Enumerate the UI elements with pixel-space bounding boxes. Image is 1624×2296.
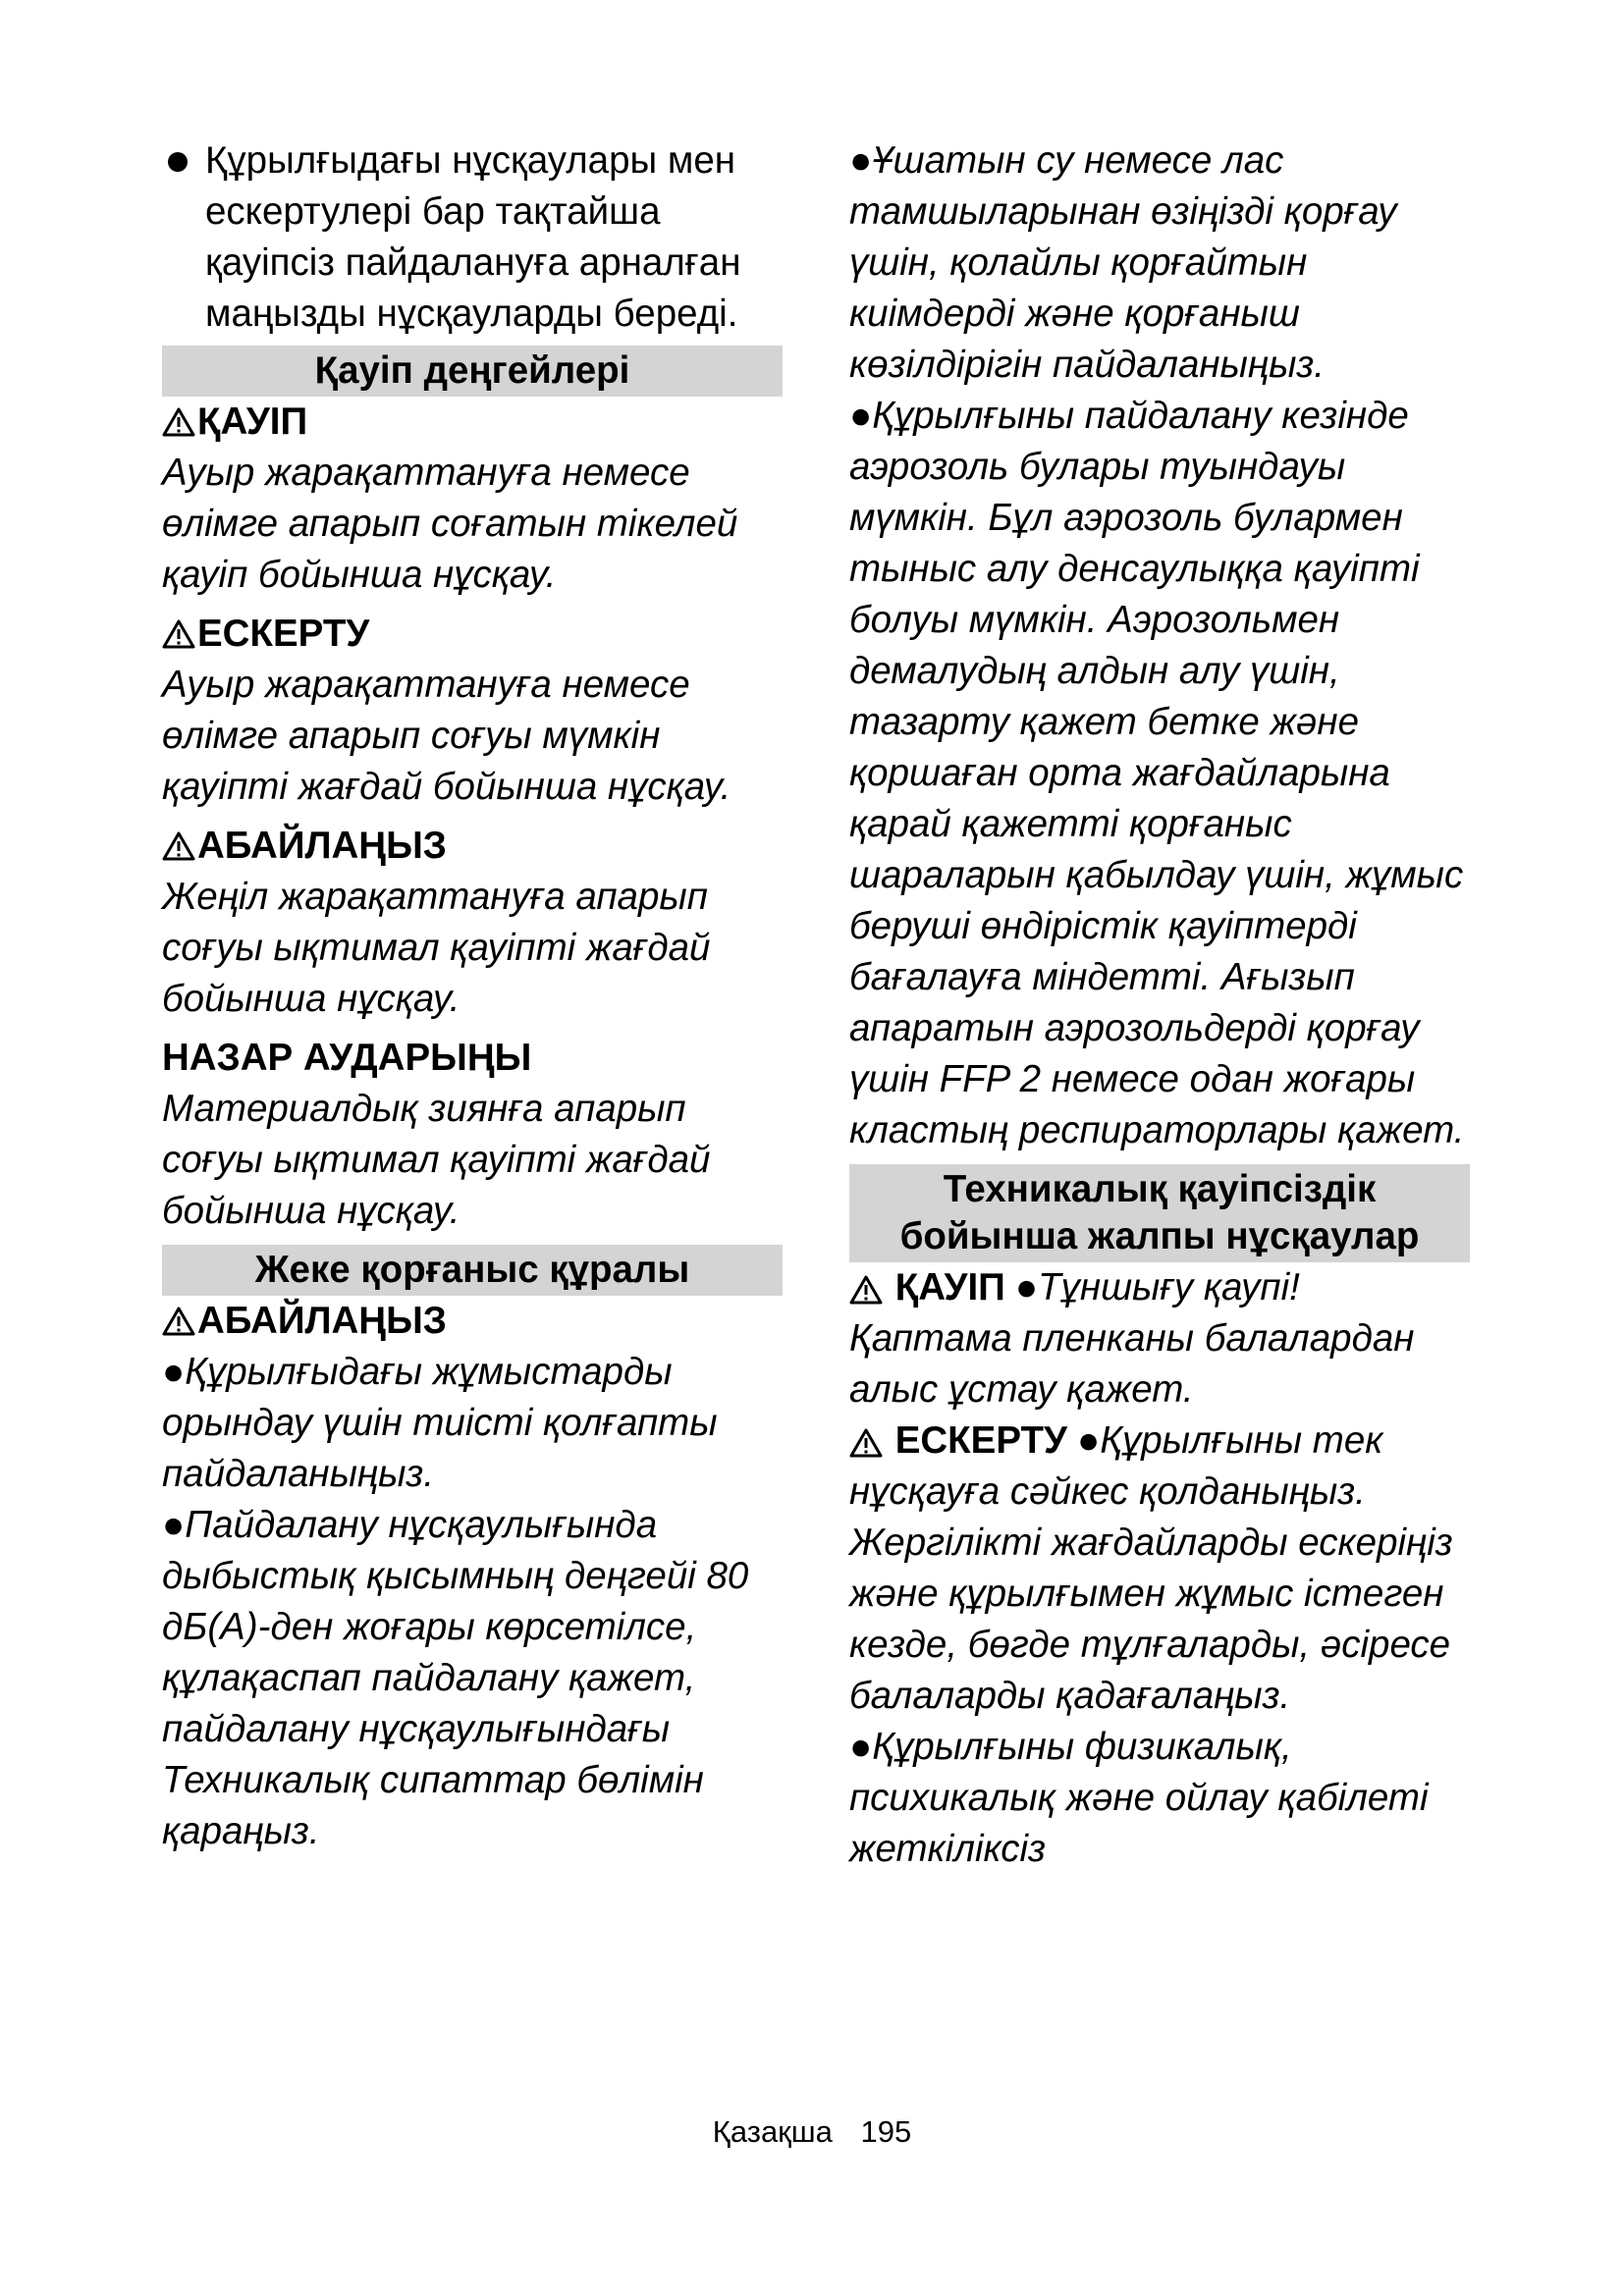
general-warning-heading: ЕСКЕРТУ: [894, 1419, 1068, 1462]
notice-heading-row: [162, 1033, 783, 1084]
general-safety-title-line2: бойынша жалпы нұсқаулар: [899, 1215, 1420, 1257]
footer-language: Қазақша: [712, 2114, 833, 2149]
general-danger-paragraph: [849, 1262, 1470, 1415]
general-warning-text: ●Құрылғыны тек нұсқауға сәйкес қолданыңыз. Жергілікті жағдайларды ескеріңіз және құрылғымен жұмыс істеген кезде, бөгде тұлғаларды, әсіресе балаларды қадағалаңыз. ●Құрылғыны физикалық, психикалық және ойлау қабілеті жеткіліксіз: [849, 1419, 1453, 1870]
warning-triangle-icon: [849, 1428, 883, 1458]
warning-triangle-icon: [162, 619, 195, 649]
left-column: [162, 135, 783, 1857]
ppe-paragraph: ●Құрылғыдағы жұмыстарды орындау үшін тиісті қолғапты пайдаланыңыз.: [162, 1351, 718, 1495]
ppe-caution-heading: АБАЙЛАҢЫЗ: [197, 1300, 447, 1342]
warning-heading: ЕСКЕРТУ: [197, 613, 370, 655]
general-warning-paragraph: [849, 1415, 1470, 1875]
general-safety-title-line1: Техникалық қауіпсіздік: [943, 1168, 1377, 1210]
right-column: [849, 135, 1470, 1875]
notice-heading: НАЗАР АУДАРЫҢЫ: [162, 1037, 532, 1079]
ppe-caution-heading-row: [162, 1296, 783, 1347]
warning-heading-row: [162, 609, 783, 660]
hazard-levels-title: Қауіп деңгейлері: [162, 346, 783, 397]
caution-heading: АБАЙЛАҢЫЗ: [197, 825, 447, 867]
general-danger-text: ●Тұншығу қаупі! Қаптама пленканы балалардан алыс ұстау қажет.: [849, 1266, 1415, 1411]
warning-text: Ауыр жарақаттануға немесе өлімге апарып соғуы мүмкін қауіпті жағдай бойынша нұсқау.: [162, 664, 731, 808]
warning-triangle-icon: [162, 1307, 195, 1336]
general-safety-title: [849, 1164, 1470, 1262]
page-footer: [0, 2112, 1624, 2152]
caution-text: Жеңіл жарақаттануға апарып соғуы ықтимал қауіпті жағдай бойынша нұсқау.: [162, 876, 711, 1020]
ppe-paragraph: ●Пайдалану нұсқаулығында дыбыстық қысымның деңгейі 80 дБ(А)-ден жоғары көрсетілсе, құлақаспап пайдалану қажет, пайдалану нұсқаулығындағы Техникалық сипаттар бөлімін қараңыз.: [162, 1504, 749, 1852]
danger-text: Ауыр жарақаттануға немесе өлімге апарып соғатын тікелей қауіп бойынша нұсқау.: [162, 452, 738, 596]
warning-triangle-icon: [162, 831, 195, 861]
ppe-continued-text: ●Ұшатын су немесе лас тамшыларынан өзіңізді қорғау үшін, қолайлы қорғайтын киімдерді және қорғаныш көзілдірігін пайдаланыңыз. ●Құрылғыны пайдалану кезінде аэрозоль булары туындауы мүмкін. Бұл аэрозоль булармен тыныс алу денсаулыққа қауіпті болуы мүмкін. Аэрозольмен демалудың алдын алу үшін, тазарту қажет бетке және қоршаған орта жағдайларына қарай қажетті қорғаныс шараларын қабылдау үшін, жұмыс беруші өндірістік қауіптерді бағалауға міндетті. Ағызып апаратын аэрозольдерді қорғау үшін FFP 2 немесе одан жоғары кластың респираторлары қажет.: [849, 139, 1465, 1151]
intro-bullet-text: Құрылғыдағы нұсқаулары мен ескертулері бар тақтайша қауіпсіз пайдалануға арналған маңызды нұсқауларды береді.: [205, 139, 741, 335]
general-danger-heading: ҚАУІП: [894, 1266, 1005, 1308]
page-number: 195: [860, 2114, 912, 2149]
intro-bullet: [162, 135, 783, 340]
warning-triangle-icon: [849, 1275, 883, 1305]
danger-heading-row: [162, 397, 783, 448]
warning-triangle-icon: [162, 407, 195, 437]
bullet-dot: [168, 152, 188, 172]
notice-text: Материалдық зиянға апарып соғуы ықтимал қауіпті жағдай бойынша нұсқау.: [162, 1088, 711, 1232]
caution-heading-row: [162, 821, 783, 872]
ppe-title: Жеке қорғаныс құралы: [162, 1245, 783, 1296]
danger-heading: ҚАУІП: [197, 400, 308, 443]
